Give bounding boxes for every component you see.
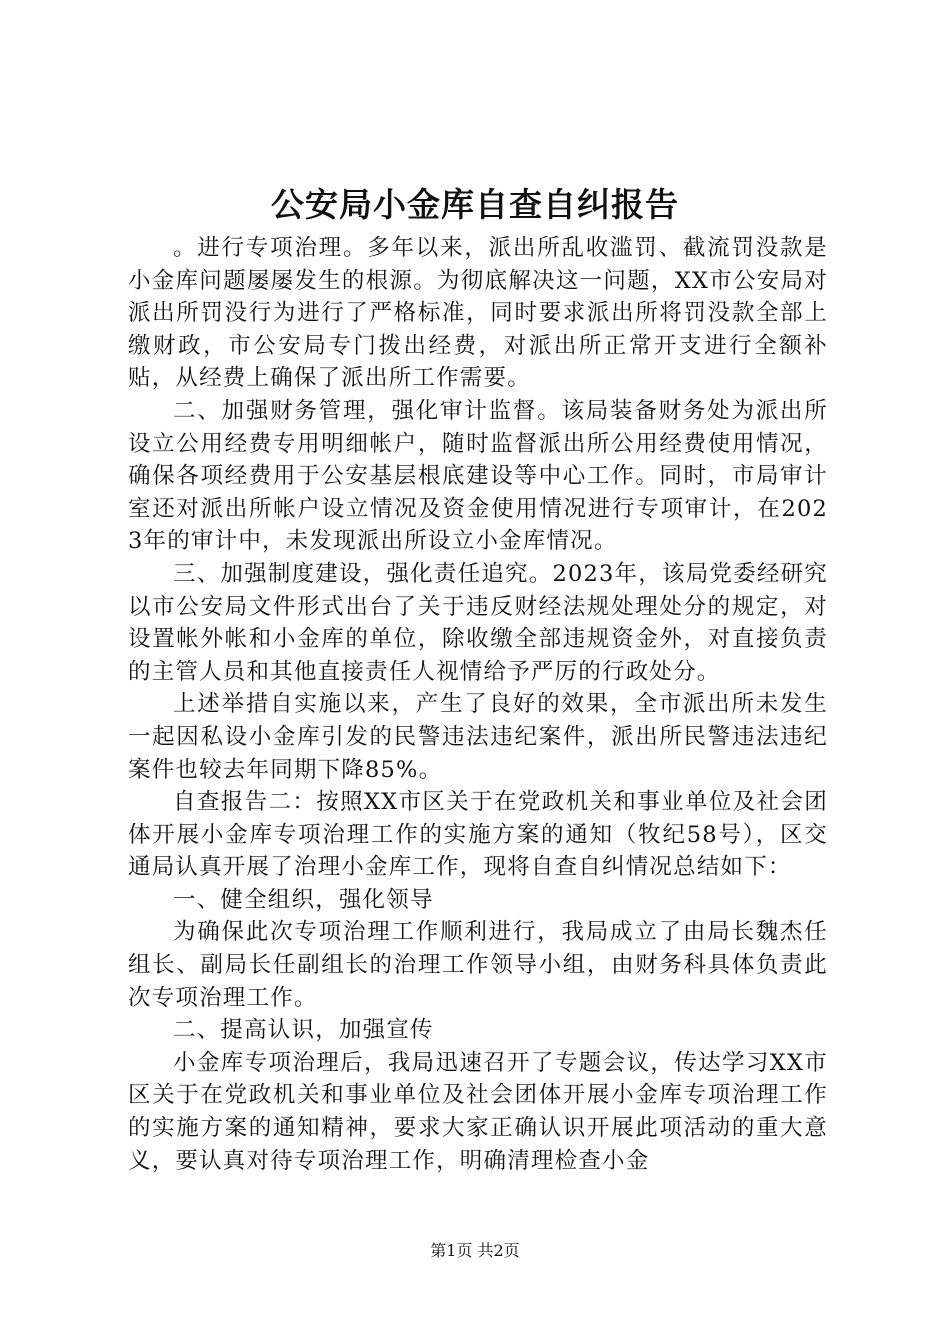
page-footer: 第1页 共2页 [430,1241,520,1260]
paragraph: 自查报告二：按照XX市区关于在党政机关和事业单位及社会团体开展小金库专项治理工作的实施方案的通知（牧纪58号），区交通局认真开展了治理小金库工作，现将自查自纠情况总结如下： [128,789,828,881]
document-title: 公安局小金库自查自纠报告 [271,185,679,224]
paragraph: 上述举措自实施以来，产生了良好的效果，全市派出所未发生一起因私设小金库引发的民警违法违纪案件，派出所民警违法违纪案件也较去年同期下降85%。 [128,691,828,783]
paragraph: 小金库专项治理后，我局迅速召开了专题会议，传达学习XX市区关于在党政机关和事业单位及社会团体开展小金库专项治理工作的实施方案的通知精神，要求大家正确认识开展此项活动的重大意义，要认真对待专项治理工作，明确清理检查小金 [128,1049,828,1174]
section-heading: 一、健全组织，强化领导 [173,886,434,913]
paragraph: 为确保此次专项治理工作顺利进行，我局成立了由局长魏杰任组长、副局长任副组长的治理工作领导小组，由财务科具体负责此次专项治理工作。 [128,919,828,1011]
paragraph: 。进行专项治理。多年以来，派出所乱收滥罚、截流罚没款是小金库问题屡屡发生的根源。为彻底解决这一问题，XX市公安局对派出所罚没行为进行了严格标准，同时要求派出所将罚没款全部上缴财政，市公安局专门拨出经费，对派出所正常开支进行全额补贴，从经费上确保了派出所工作需要。 [128,235,828,392]
document-body [128,232,828,1177]
paragraph: 三、加强制度建设，强化责任追究。2023年，该局党委经研究以市公安局文件形式出台了关于违反财经法规处理处分的规定，对设置帐外帐和小金库的单位，除收缴全部违规资金外，对直接负责的主管人员和其他直接责任人视情给予严厉的行政处分。 [128,560,828,685]
paragraph: 二、加强财务管理，强化审计监督。该局装备财务处为派出所设立公用经费专用明细帐户，随时监督派出所公用经费使用情况，确保各项经费用于公安基层根底建设等中心工作。同时，市局审计室还对派出所帐户设立情况及资金使用情况进行专项审计，在2023年的审计中，未发现派出所设立小金库情况。 [128,397,828,555]
section-heading: 二、提高认识，加强宣传 [173,1017,434,1044]
